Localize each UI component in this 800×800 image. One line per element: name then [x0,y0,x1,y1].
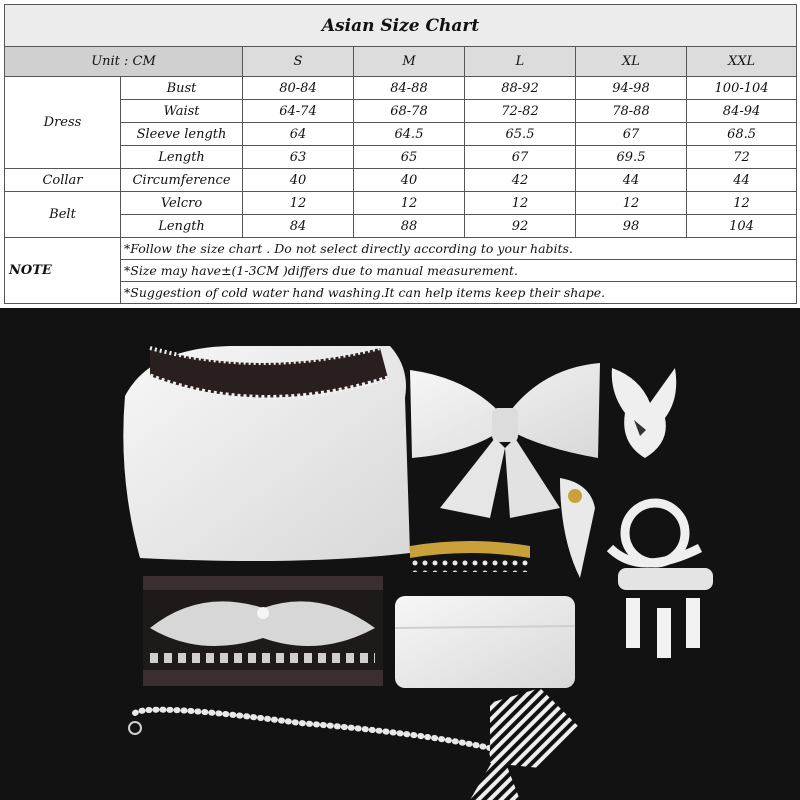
cell: 40 [243,169,354,192]
group-label-belt: Belt [5,192,121,238]
ribbon-bow [470,688,580,800]
unit-label: Unit : CM [5,47,243,77]
row-label: Circumference [121,169,243,192]
row-label: Length [121,146,243,169]
table-row [5,215,797,238]
group-label-dress: Dress [5,77,121,169]
cell: 68-78 [354,100,465,123]
row-label: Sleeve length [121,123,243,146]
size-chart-table [4,4,797,304]
cell: 88 [354,215,465,238]
row-label: Bust [121,77,243,100]
cell: 12 [576,192,687,215]
cell: 92 [465,215,576,238]
dress-garment [123,346,410,561]
cell: 65 [354,146,465,169]
stockings-accessory [395,596,575,688]
table-row [5,169,797,192]
mask-accessory [612,368,676,458]
cell: 67 [576,123,687,146]
cell: 12 [687,192,797,215]
cell: 94-98 [576,77,687,100]
product-photo [0,308,800,800]
cell: 84-94 [687,100,797,123]
cell: 78-88 [576,100,687,123]
table-row [5,123,797,146]
cell: 64.5 [354,123,465,146]
cell: 72-82 [465,100,576,123]
cell: 84 [243,215,354,238]
belt-accessory [143,576,383,686]
cell: 64 [243,123,354,146]
size-header: XXL [687,47,797,77]
group-label-collar: Collar [5,169,121,192]
row-label: Waist [121,100,243,123]
cell: 72 [687,146,797,169]
row-label: Velcro [121,192,243,215]
cell: 40 [354,169,465,192]
pearl-chain [129,710,495,788]
cell: 12 [465,192,576,215]
size-header: L [465,47,576,77]
tassel-ornament [610,503,713,658]
cell: 44 [687,169,797,192]
row-label: Length [121,215,243,238]
choker-accessory [410,541,530,572]
cell: 98 [576,215,687,238]
table-row [5,77,797,100]
size-header: XL [576,47,687,77]
hair-pin-accessory [560,478,595,578]
cell: 65.5 [465,123,576,146]
table-row [5,100,797,123]
note-text: *Suggestion of cold water hand washing.It can help items keep their shape. [121,282,797,304]
cell: 100-104 [687,77,797,100]
size-chart [4,4,796,304]
cell: 104 [687,215,797,238]
cell: 12 [243,192,354,215]
table-row [5,146,797,169]
cell: 64-74 [243,100,354,123]
product-flatlay [0,308,800,800]
cell: 44 [576,169,687,192]
chart-title: Asian Size Chart [5,5,797,47]
cell: 68.5 [687,123,797,146]
cell: 67 [465,146,576,169]
cell: 80-84 [243,77,354,100]
table-row [5,192,797,215]
note-text: *Follow the size chart . Do not select directly according to your habits. [121,238,797,260]
size-header: S [243,47,354,77]
cell: 63 [243,146,354,169]
note-label: NOTE [5,238,121,304]
cell: 84-88 [354,77,465,100]
note-text: *Size may have±(1-3CM )differs due to manual measurement. [121,260,797,282]
size-header: M [354,47,465,77]
cell: 12 [354,192,465,215]
cell: 42 [465,169,576,192]
cell: 69.5 [576,146,687,169]
cell: 88-92 [465,77,576,100]
